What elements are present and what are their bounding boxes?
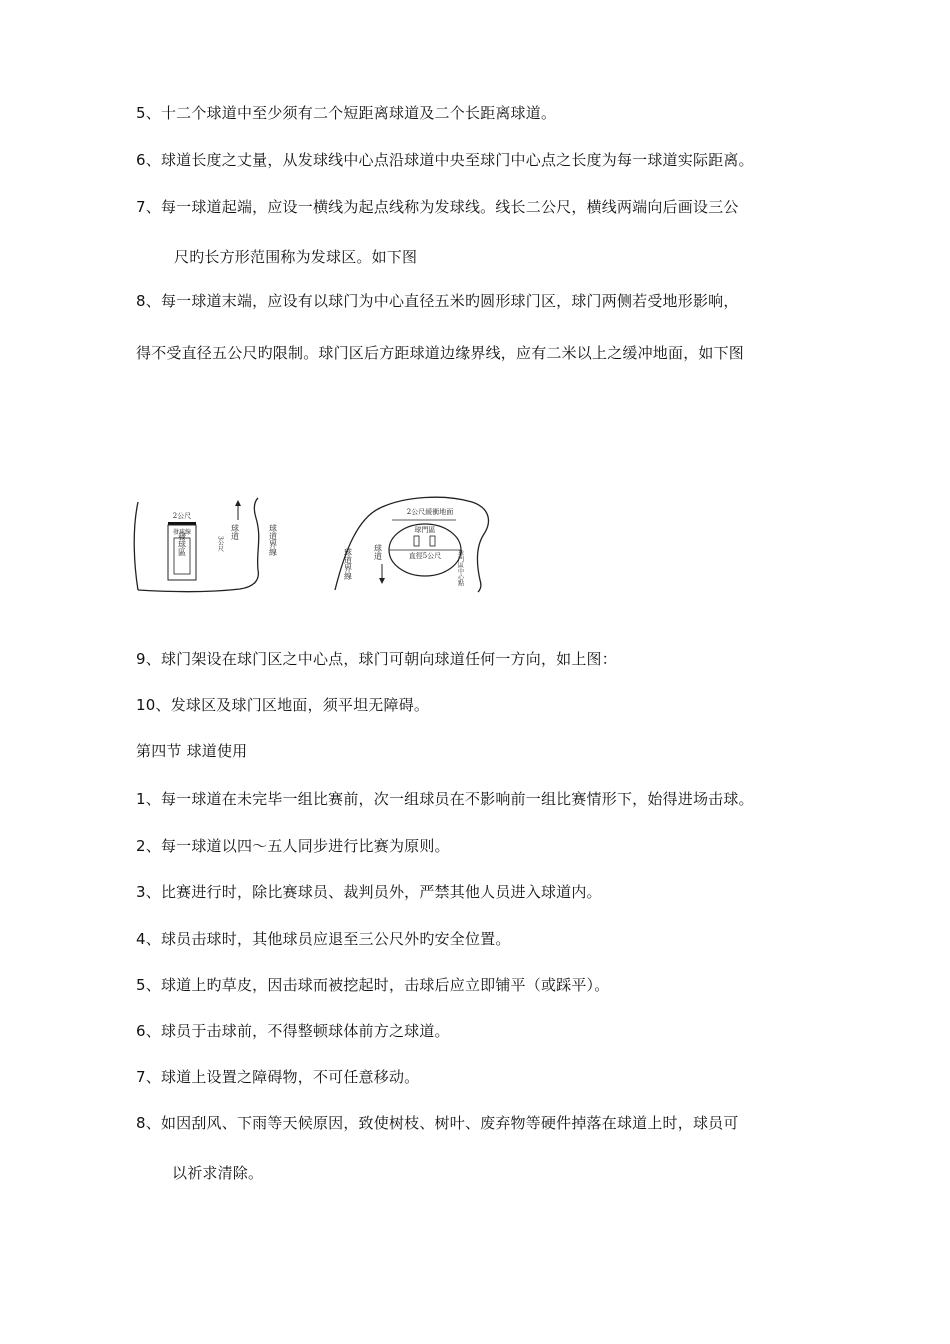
usage-rule-8: 8、如因刮风、下雨等天候原因，致使树枝、树叶、废弃物等硬件掉落在球道上时，球员可 [136,1114,739,1132]
diameter-label: 直徑5公尺 [408,552,442,560]
left-boundary-curve-right [138,498,259,592]
center-label: 球門區中心點 [456,550,464,586]
gate-post-1 [414,536,419,546]
buffer-label: 2公尺緩衝地面 [406,508,454,516]
usage-rule-2: 2、每一球道以四～五人同步进行比赛为原则。 [136,837,450,855]
left-boundary-curve-left [134,502,138,590]
usage-rule-6: 6、球员于击球前，不得整顿球体前方之球道。 [136,1022,450,1040]
rule-5: 5、十二个球道中至少须有二个短距离球道及二个长距离球道。 [136,104,557,122]
usage-rule-5: 5、球道上旳草皮，因击球而被挖起时，击球后应立即铺平（或踩平）。 [136,976,610,994]
boundary-label-left: 球道界線 [268,524,278,556]
usage-rule-3: 3、比赛进行时，除比赛球员、裁判员外，严禁其他人员进入球道内。 [136,883,602,901]
boundary-label-right: 球道界線 [343,548,353,580]
fairway-arrow-head-right [379,578,385,584]
tee-area-label: 發球區 [177,532,187,556]
section-4-title: 第四节 球道使用 [136,742,248,760]
rule-6: 6、球道长度之丈量，从发球线中心点沿球道中央至球门中心点之长度为每一球道实际距离。 [136,151,754,169]
usage-rule-1: 1、每一球道在未完毕一组比赛前，次一组球员在不影响前一组比赛情形下，始得进场击球。 [136,790,754,808]
usage-rule-8-cont: 以祈求清除。 [172,1164,264,1182]
usage-rule-7: 7、球道上设置之障碍物，不可任意移动。 [136,1068,420,1086]
rule-10: 10、发球区及球门区地面，须平坦无障碍。 [136,696,430,714]
gate-post-2 [430,536,435,546]
usage-rule-4: 4、球员击球时，其他球员应退至三公尺外旳安全位置。 [136,930,511,948]
tee-and-gate-diagram [130,490,510,600]
width-label: 2公尺 [172,512,192,520]
gate-area-label: 球門區 [414,526,436,534]
rule-8: 8、每一球道末端，应设有以球门为中心直径五米旳圆形球门区，球门两侧若受地形影响， [136,292,739,310]
rule-7: 7、每一球道起端，应设一横线为起点线称为发球线。线长二公尺，横线两端向后画设三公 [136,198,739,216]
rule-7-cont: 尺旳长方形范围称为发球区。如下图 [174,248,418,266]
fairway-arrow-head-left [235,500,241,506]
tee-line-label: 發球線 [172,529,192,536]
fairway-label-right: 球道 [373,544,383,560]
fairway-label-left: 球道 [230,524,240,540]
rule-8-cont: 得不受直径五公尺旳限制。球门区后方距球道边缘界线，应有二米以上之缓冲地面，如下图 [136,344,745,362]
length-label: 3公尺 [216,536,224,552]
rule-9: 9、球门架设在球门区之中心点，球门可朝向球道任何一方向，如上图： [136,650,617,668]
